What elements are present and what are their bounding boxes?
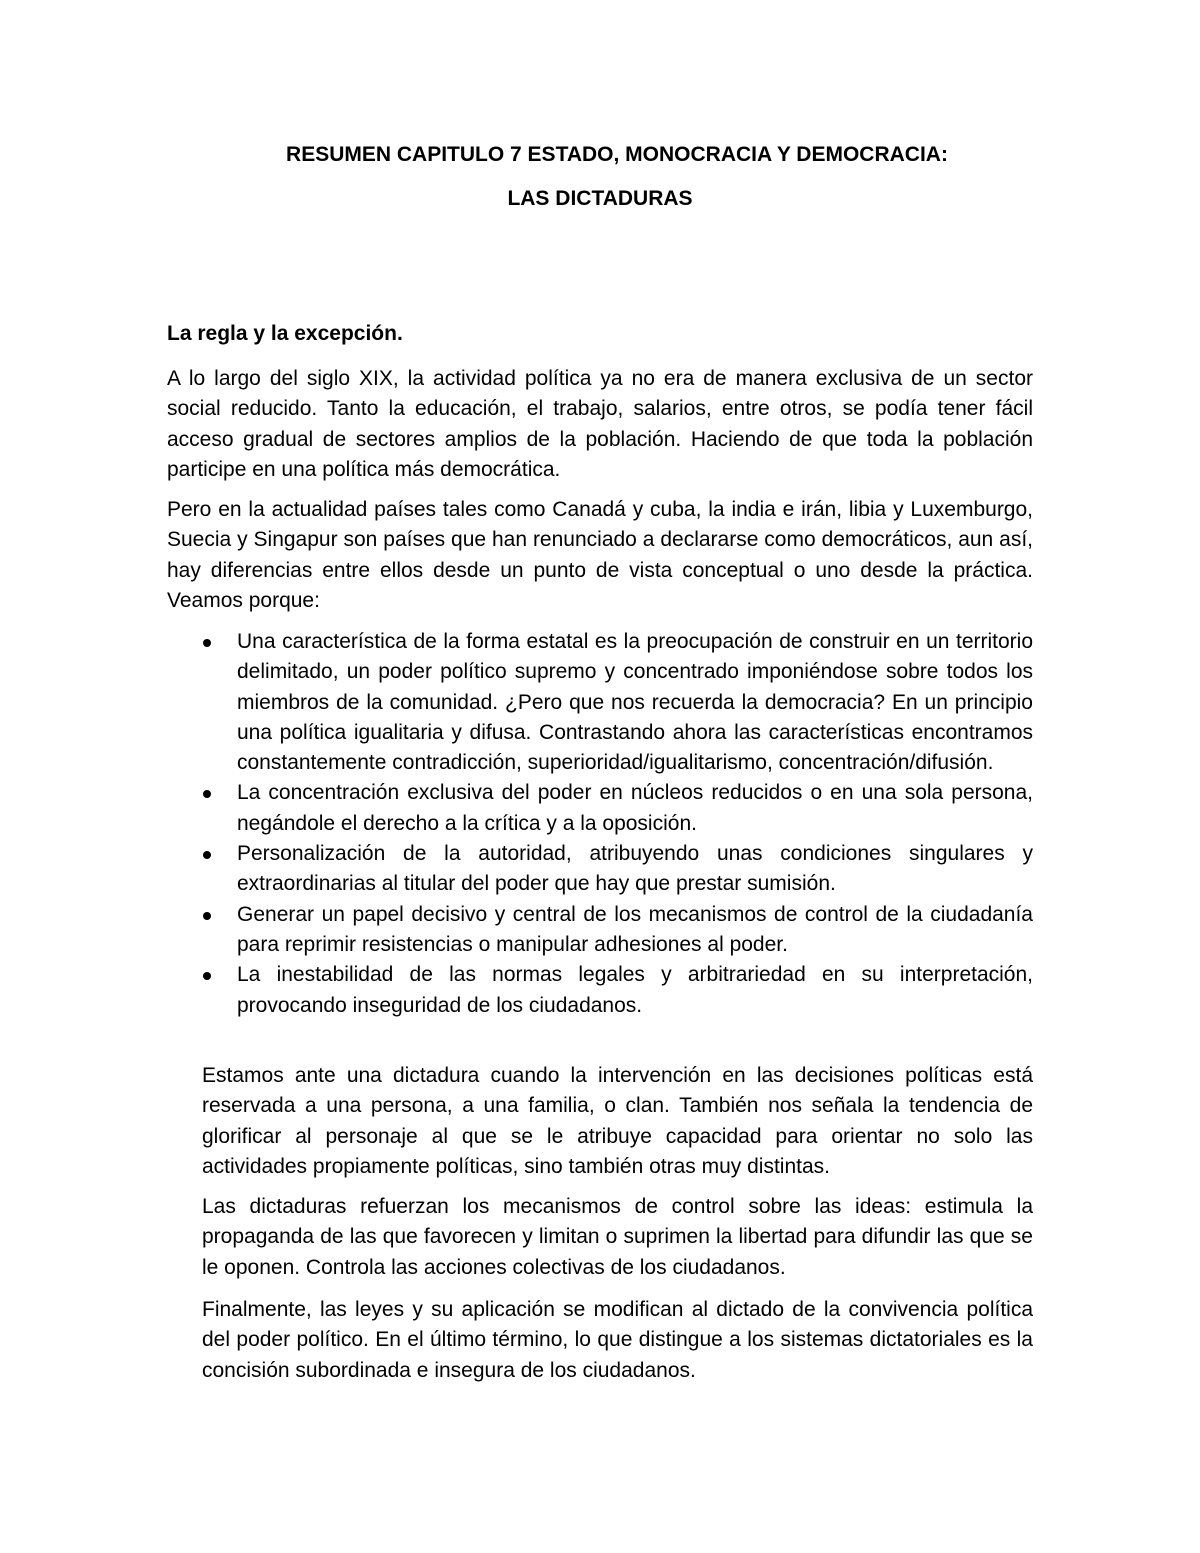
bullet-text: Generar un papel decisivo y central de los mecanismos de control de la ciudadanía para reprimir resistencias o manipular adhesiones al poder.: [237, 902, 1033, 956]
bullet-icon: [203, 639, 211, 647]
bullet-icon: [203, 972, 211, 980]
bullet-icon: [203, 851, 211, 859]
paragraph: Pero en la actualidad países tales como Canadá y cuba, la india e irán, libia y Luxemburgo, Suecia y Singapur son países que han renunciado a declararse como democráticos, aun así, hay diferencias entre ellos desde un punto de vista conceptual o uno desde la práctica. Veamos porque:: [167, 498, 1033, 612]
document-subtitle: LAS DICTADURAS: [507, 187, 693, 210]
paragraph: Estamos ante una dictadura cuando la intervención en las decisiones políticas está reservada a una persona, a una familia, o clan. También nos señala la tendencia de glorificar al personaje al que se le atribuye capacidad para orientar no solo las actividades propiamente políticas, sino también otras muy distintas.: [202, 1064, 1033, 1178]
bullet-icon: [203, 912, 211, 920]
bullet-text: La concentración exclusiva del poder en núcleos reducidos o en una sola persona, negándole el derecho a la crítica y a la oposición.: [237, 781, 1033, 835]
document-title: RESUMEN CAPITULO 7 ESTADO, MONOCRACIA Y DEMOCRACIA:: [286, 143, 948, 166]
bullet-text: Una característica de la forma estatal es la preocupación de construir en un territorio delimitado, un poder político supremo y concentrado imponiéndose sobre todos los miembros de la comunidad. ¿Pero que nos recuerda la democracia? En un principio una política igualitaria y difusa. Contrastando ahora las características encontramos constantemente contradicción, superioridad/igualitarismo, concentración/difusión.: [237, 630, 1033, 775]
bullet-text: La inestabilidad de las normas legales y arbitrariedad en su interpretación, provocando inseguridad de los ciudadanos.: [237, 963, 1033, 1017]
section-heading: La regla y la excepción.: [167, 322, 403, 345]
bullet-item: [167, 900, 1033, 961]
bullet-list: [167, 627, 1033, 1021]
bullet-item: [167, 778, 1033, 839]
bullet-item: [167, 839, 1033, 900]
paragraph: Las dictaduras refuerzan los mecanismos de control sobre las ideas: estimula la propaganda de las que favorecen y limitan o suprimen la libertad para difundir las que se le oponen. Controla las acciones colectivas de los ciudadanos.: [202, 1195, 1033, 1279]
bullet-icon: [203, 790, 211, 798]
bullet-item: [167, 960, 1033, 1021]
bullet-item: [167, 627, 1033, 778]
paragraph: Finalmente, las leyes y su aplicación se modifican al dictado de la convivencia política del poder político. En el último término, lo que distingue a los sistemas dictatoriales es la concisión subordinada e insegura de los ciudadanos.: [202, 1298, 1033, 1382]
paragraph: A lo largo del siglo XIX, la actividad política ya no era de manera exclusiva de un sector social reducido. Tanto la educación, el trabajo, salarios, entre otros, se podía tener fácil acceso gradual de sectores amplios de la población. Haciendo de que toda la población participe en una política más democrática.: [167, 367, 1033, 481]
bullet-text: Personalización de la autoridad, atribuyendo unas condiciones singulares y extraordinarias al titular del poder que hay que prestar sumisión.: [237, 842, 1033, 896]
